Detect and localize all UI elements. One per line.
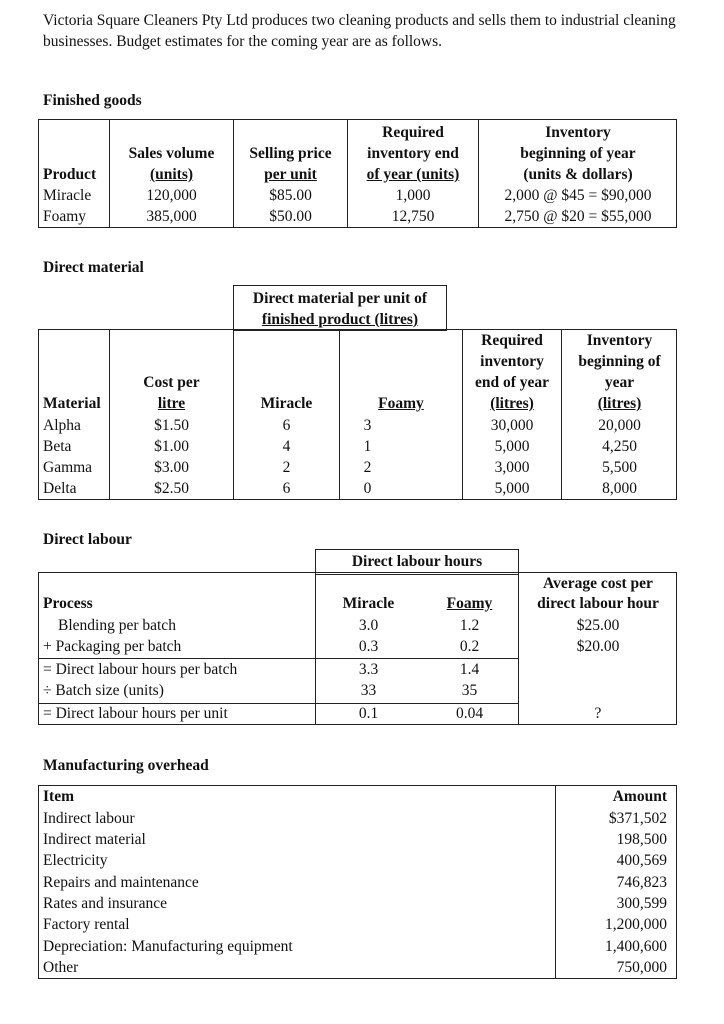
dl-header-miracle: Miracle [342,595,395,612]
dm-row-foamy: 0 [363,480,372,497]
dm-header-required-4: (litres) [490,395,534,412]
fg-header-required-1: Required [382,124,444,141]
dm-row-required: 5,000 [494,438,530,455]
dl-row-foamy: 35 [461,682,478,699]
fg-row-beginning: 2,750 @ $20 = $55,000 [504,208,652,225]
dl-row-process: Blending per batch [58,617,176,634]
fg-header-product: Product [43,166,97,183]
mo-row-item: Indirect labour [43,810,135,827]
dm-header-cost-1: Cost per [143,374,200,391]
dm-row-beginning: 4,250 [602,438,637,455]
dl-header-avg-cost-1: Average cost per [543,575,653,592]
mo-row-item: Depreciation: Manufacturing equipment [43,938,293,955]
fg-header-beginning-3: (units & dollars) [523,166,633,183]
dm-header-beginning-4: (litres) [597,395,642,412]
mo-row-item: Other [43,959,79,976]
mo-row-amount: 750,000 [616,959,667,976]
dl-row-foamy: 1.2 [459,617,480,634]
dm-row-miracle: 4 [282,438,291,455]
dl-row-miracle: 0.1 [358,705,379,722]
finished-goods-title: Finished goods [43,92,142,109]
dm-row-material: Beta [43,438,72,455]
fg-header-required-3: of year (units) [366,166,460,183]
dl-row-foamy: 1.4 [459,661,480,678]
mo-row-item: Rates and insurance [43,895,167,912]
dl-row-miracle: 3.0 [358,617,379,634]
fg-header-sales-volume-2: (units) [149,166,194,183]
fg-row-product: Foamy [43,208,87,225]
dm-group-header-2: finished product (litres) [261,311,419,328]
dm-header-foamy: Foamy [378,395,424,412]
dm-header-required-1: Required [481,332,543,349]
fg-row-sales-volume: 120,000 [146,187,197,204]
fg-header-sales-volume-1: Sales volume [128,145,215,162]
dm-header-beginning-1: Inventory [586,332,653,349]
dm-header-miracle: Miracle [260,395,313,412]
dm-row-beginning: 8,000 [602,480,637,497]
dl-group-header-label: Direct labour hours [351,553,483,570]
dl-row-miracle: 0.3 [358,638,379,655]
dl-row-miracle: 33 [360,682,377,699]
fg-row-selling-price: $50.00 [269,208,312,225]
dm-row-required: 3,000 [494,459,530,476]
mo-row-item: Repairs and maintenance [43,874,199,891]
dl-header-process: Process [43,595,93,612]
dl-row-foamy: 0.04 [455,705,484,722]
fg-row-sales-volume: 385,000 [146,208,197,225]
fg-row-product: Miracle [43,187,92,204]
mo-header-item: Item [43,788,74,805]
fg-row-beginning: 2,000 @ $45 = $90,000 [504,187,652,204]
fg-header-selling-price-2: per unit [264,166,317,183]
dl-row-avg-cost: $25.00 [576,617,620,634]
dm-row-material: Delta [43,480,77,497]
manufacturing-overhead-title: Manufacturing overhead [43,757,209,774]
direct-labour-title: Direct labour [43,531,132,548]
mo-row-item: Factory rental [43,916,130,933]
dm-row-material: Gamma [43,459,93,476]
mo-row-amount: 1,200,000 [605,916,667,933]
dl-header-avg-cost-2: direct labour hour [537,595,659,612]
dm-row-cost: $1.00 [154,438,189,455]
dl-row-process: + Packaging per batch [43,638,182,655]
dm-row-cost: $3.00 [154,459,189,476]
dm-row-required: 5,000 [494,480,530,497]
dm-row-cost: $1.50 [154,417,189,434]
fg-row-required: 1,000 [395,187,431,204]
dl-row-avg-cost: $20.00 [576,638,620,655]
dl-row-avg-cost: ? [594,705,602,722]
fg-header-beginning-1: Inventory [545,124,611,141]
mo-row-item: Electricity [43,852,108,869]
dm-row-required: 30,000 [490,417,534,434]
dm-header-required-2: inventory [480,353,544,370]
direct-material-title: Direct material [43,259,144,276]
mo-row-amount: 300,599 [616,895,667,912]
mo-row-amount: 1,400,600 [605,938,667,955]
intro-paragraph: Victoria Square Cleaners Pty Ltd produces two cleaning products and sells them to industrial cleaning businesses. Budget estimates for the coming year are as follows. [43,12,676,50]
mo-row-amount: $371,502 [608,810,667,827]
dl-row-miracle: 3.3 [358,661,379,678]
dl-row-foamy: 0.2 [459,638,480,655]
dm-row-foamy: 3 [363,417,372,434]
dl-row-process: ÷ Batch size (units) [43,682,164,699]
dl-row-process: = Direct labour hours per unit [43,705,228,722]
fg-header-selling-price-1: Selling price [249,145,332,162]
mo-header-amount: Amount [612,788,667,805]
dm-row-miracle: 2 [282,459,291,476]
fg-header-beginning-2: beginning of year [520,145,636,162]
dl-row-process: = Direct labour hours per batch [43,661,238,678]
fg-row-selling-price: $85.00 [269,187,312,204]
fg-row-required: 12,750 [391,208,435,225]
dl-header-foamy: Foamy [446,595,493,612]
dm-header-beginning-3: year [604,374,635,391]
fg-header-required-2: inventory end [367,145,459,162]
dm-row-material: Alpha [43,417,81,434]
mo-row-amount: 746,823 [616,874,667,891]
dm-row-foamy: 2 [363,459,372,476]
mo-row-amount: 400,569 [616,852,667,869]
dm-row-cost: $2.50 [154,480,189,497]
dm-header-material: Material [43,395,101,412]
dm-group-header-1: Direct material per unit of [252,290,428,307]
dm-row-miracle: 6 [282,480,291,497]
mo-row-item: Indirect material [43,831,146,848]
dm-row-foamy: 1 [363,438,372,455]
dm-header-required-3: end of year [474,374,550,391]
mo-row-amount: 198,500 [616,831,667,848]
dm-row-beginning: 5,500 [602,459,637,476]
dm-header-cost-2: litre [157,395,186,412]
dm-row-beginning: 20,000 [598,417,641,434]
dm-row-miracle: 6 [282,417,291,434]
dm-header-beginning-2: beginning of [578,353,661,370]
